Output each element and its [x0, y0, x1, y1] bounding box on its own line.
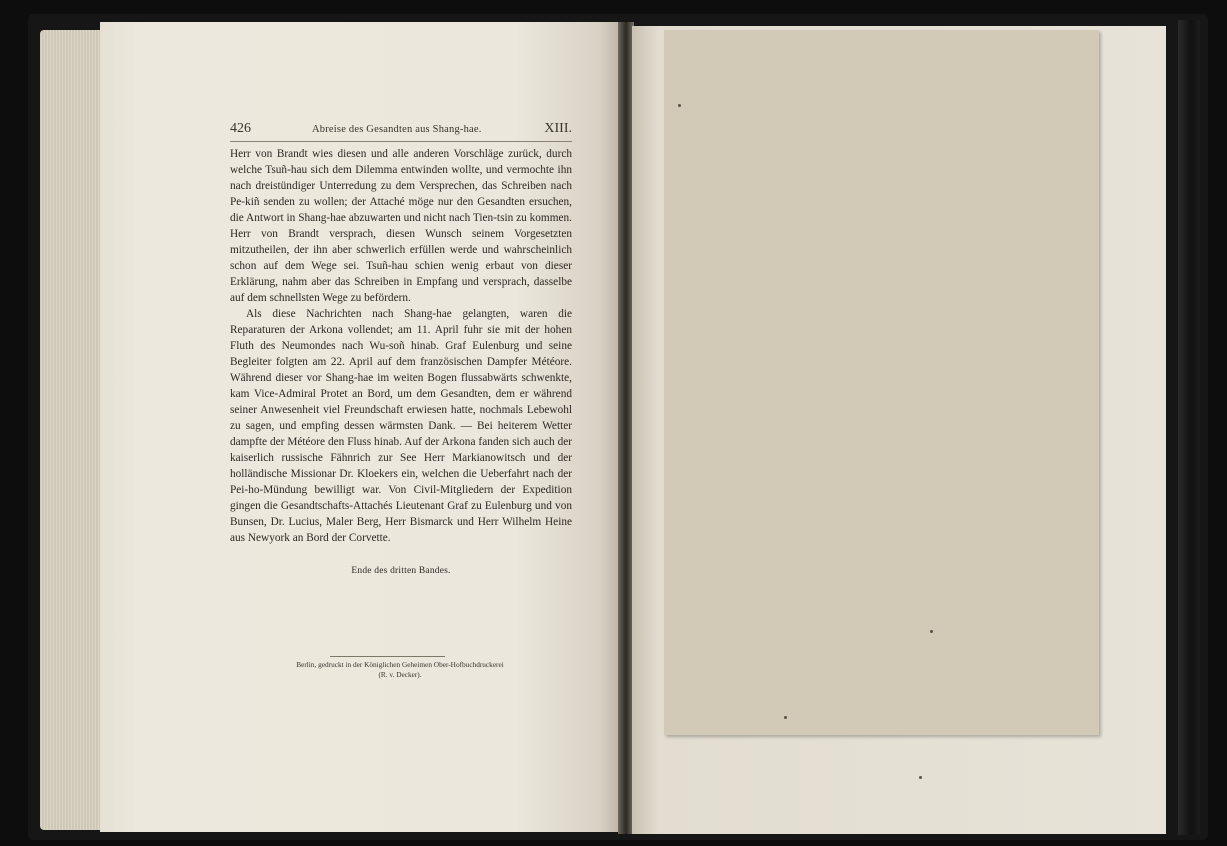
paper-speck [678, 104, 681, 107]
volume-end-note: Ende des dritten Bandes. [351, 566, 451, 576]
header-rule [230, 141, 572, 142]
running-title: Abreise des Gesandten aus Shang-hae. [312, 124, 482, 135]
page-block-edge [40, 30, 104, 830]
blank-tipped-sheet [664, 30, 1099, 735]
cover-edge [1178, 20, 1200, 835]
chapter-number: XIII. [544, 121, 572, 136]
page-number: 426 [230, 121, 251, 136]
paragraph: Als diese Nachrichten nach Shang-hae gelangten, waren die Reparaturen der Arkona vollendet; am 11. April fuhr sie mit der hohen Fluth des Neumondes nach Wu-soñ hinab. Graf Eulenburg und seine Begleiter folgten am 22. April auf dem französischen Dampfer Météore. Während dieser vor Shang-hae im weiten Bogen flussabwärts schwenkte, kam Vice-Admiral Protet an Bord, um dem Gesandten, dem er während seiner Anwesenheit viel Freundschaft erwiesen hatte, nochmals Lebewohl zu sagen, und empfing dessen wärmsten Dank. — Bei heiterem Wetter dampfte der Météore den Fluss hinab. Auf der Arkona fanden sich auch der kaiserlich russische Fähnrich zur See Herr Markianowitsch und der holländische Missionar Dr. Kloekers ein, welchen die Ueberfahrt nach der Pei-ho-Mündung bewilligt war. Von Civil-Mitgliedern der Expedition gingen die Gesandtschafts-Attachés Lieutenant Graf zu Eulenburg und von Bunsen, Dr. Lucius, Maler Berg, Herr Bismarck und Herr Wilhelm Heine aus Newyork an Bord der Corvette. [230, 308, 572, 544]
paper-speck [930, 630, 933, 633]
body-text [230, 146, 572, 546]
imprint-rule [330, 656, 445, 657]
printer-imprint [250, 660, 550, 680]
printer-line: Berlin, gedruckt in der Königlichen Geheimen Ober-Hofbuchdruckerei [296, 660, 504, 669]
printer-line: (R. v. Decker). [378, 670, 422, 679]
paragraph: Herr von Brandt wies diesen und alle anderen Vorschläge zurück, durch welche Tsuñ-hau sich dem Dilemma entwinden wollte, und vermochte ihn nach dreistündiger Unterredung zu dem Versprechen, das Schreiben nach Pe-kiñ senden zu wollen; der Attaché möge nur den Gesandten ersuchen, die Antwort in Shang-hae abzuwarten und nicht nach Tien-tsin zu kommen. Herr von Brandt versprach, diesen Wunsch seinem Vorgesetzten mitzutheilen, der ihn aber schwerlich erfüllen werde und wahrscheinlich schon auf dem Wege sei. Tsuñ-hau schien wenig erbaut von dieser Erklärung, nahm aber das Schreiben in Empfang und versprach, dasselbe auf dem schnellsten Wege zu befördern. [230, 148, 572, 304]
paper-speck [919, 776, 922, 779]
paper-speck [784, 716, 787, 719]
